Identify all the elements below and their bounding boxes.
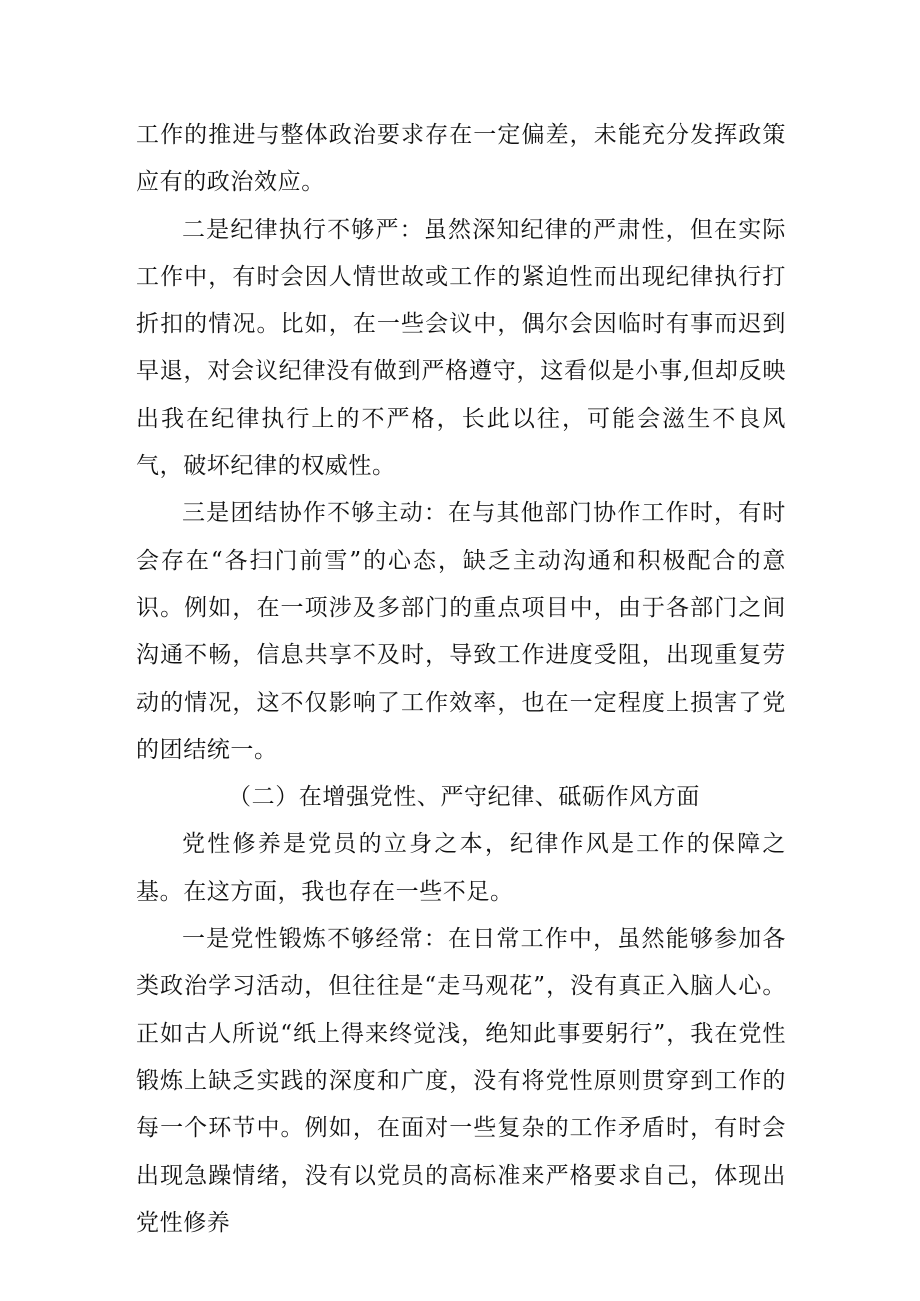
paragraph-discipline-enforcement: 二是纪律执行不够严：虽然深知纪律的严肃性，但在实际工作中，有时会因人情世故或工作的紧迫性而出现纪律执行打折扣的情况。比如，在一些会议中，偶尔会因临时有事而迟到早退，对会议纪律没有做到严格遵守，这看似是小事,但却反映出我在纪律执行上的不严格，长此以往，可能会滋生不良风气，破坏纪律的权威性。 (136, 216, 786, 480)
paragraph-continuation: 工作的推进与整体政治要求存在一定偏差，未能充分发挥政策应有的政治效应。 (136, 122, 786, 196)
paragraph-party-spirit-intro: 党性修养是党员的立身之本，纪律作风是工作的保障之基。在这方面，我也存在一些不足。 (136, 831, 786, 905)
document-body (136, 112, 786, 1247)
paragraph-party-spirit-training: 一是党性锻炼不够经常：在日常工作中，虽然能够参加各类政治学习活动，但往往是“走马观花”，没有真正入脑人心。正如古人所说“纸上得来终觉浅，绝知此事要躬行”，我在党性锻炼上缺乏实践的深度和广度，没有将党性原则贯穿到工作的每一个环节中。例如，在面对一些复杂的工作矛盾时，有时会出现急躁情绪，没有以党员的高标准来严格要求自己，体现出党性修养 (136, 926, 786, 1236)
paragraph-team-cooperation: 三是团结协作不够主动：在与其他部门协作工作时，有时会存在“各扫门前雪”的心态，缺乏主动沟通和积极配合的意识。例如，在一项涉及多部门的重点项目中，由于各部门之间沟通不畅，信息共享不及时，导致工作进度受阻，出现重复劳动的情况，这不仅影响了工作效率，也在一定程度上损害了党的团结统一。 (136, 500, 786, 763)
section-heading-text: （二）在增强党性、严守纪律、砥砺作风方面 (228, 784, 700, 811)
section-heading (136, 774, 786, 821)
